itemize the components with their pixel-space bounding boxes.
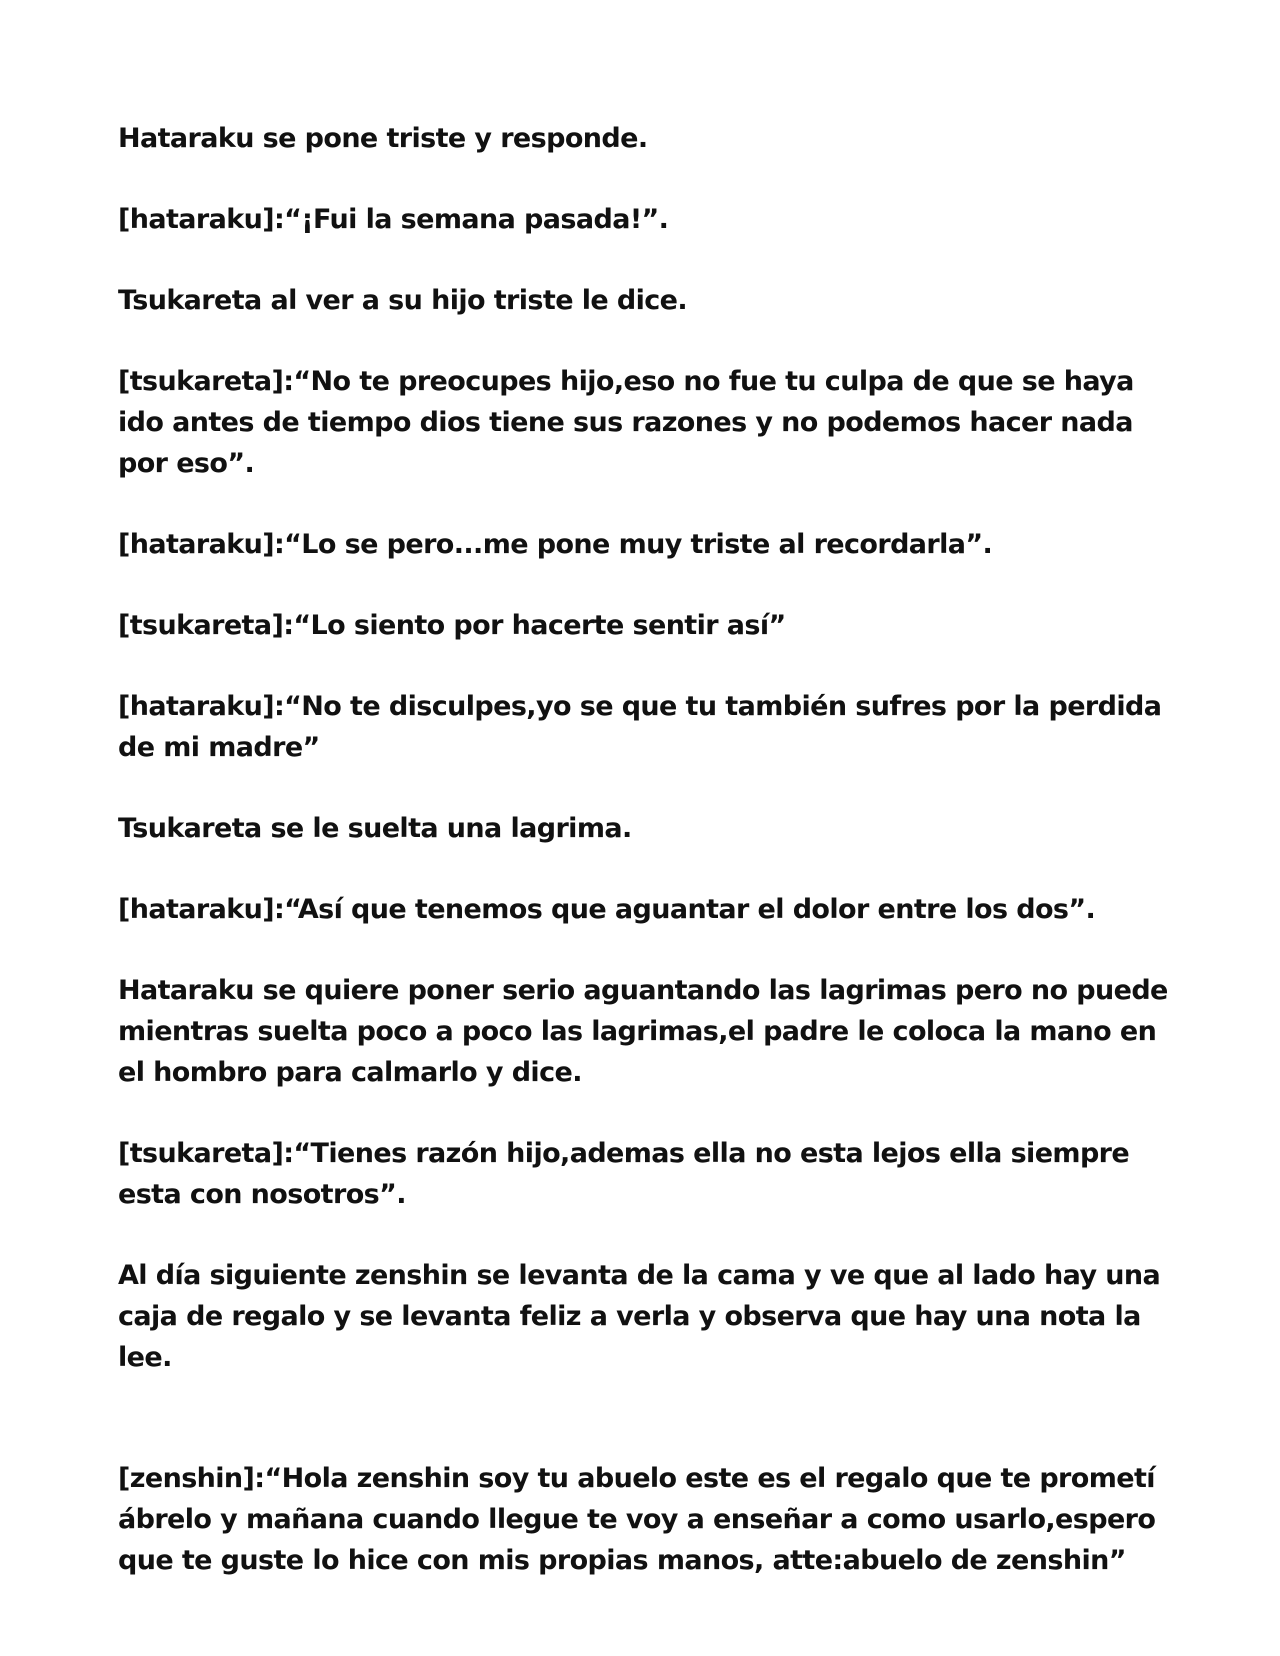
dialogue-line: [hataraku]:“Así que tenemos que aguantar el dolor entre los dos”. bbox=[118, 894, 1096, 925]
dialogue-line: [zenshin]:“Hola zenshin soy tu abuelo este es el regalo que te prometí ábrelo y mañana cuando llegue te voy a enseñar a como usarlo,espero que te guste lo hice con mis propias manos, atte:abuelo de zenshin” bbox=[118, 1463, 1156, 1576]
document-body bbox=[118, 118, 1168, 1621]
dialogue-line: [tsukareta]:“Lo siento por hacerte sentir así” bbox=[118, 610, 786, 641]
dialogue-line: [hataraku]:“¡Fui la semana pasada!”. bbox=[118, 204, 669, 235]
paragraph: Al día siguiente zenshin se levanta de la cama y ve que al lado hay una caja de regalo y se levanta feliz a verla y observa que hay una nota la lee. bbox=[118, 1260, 1161, 1373]
dialogue-line: [hataraku]:“No te disculpes,yo se que tu también sufres por la perdida de mi madre” bbox=[118, 691, 1162, 763]
dialogue-line: [hataraku]:“Lo se pero...me pone muy triste al recordarla”. bbox=[118, 529, 993, 560]
paragraph: Tsukareta se le suelta una lagrima. bbox=[118, 813, 632, 844]
paragraph: Hataraku se quiere poner serio aguantando las lagrimas pero no puede mientras suelta poco a poco las lagrimas,el padre le coloca la mano en el hombro para calmarlo y dice. bbox=[118, 975, 1168, 1088]
paragraph: Tsukareta al ver a su hijo triste le dice. bbox=[118, 285, 688, 316]
dialogue-line: [tsukareta]:“Tienes razón hijo,ademas ella no esta lejos ella siempre esta con nosotros”. bbox=[118, 1138, 1130, 1210]
dialogue-line: [tsukareta]:“No te preocupes hijo,eso no fue tu culpa de que se haya ido antes de tiempo dios tiene sus razones y no podemos hacer nada por eso”. bbox=[118, 366, 1134, 479]
paragraph: Hataraku se pone triste y responde. bbox=[118, 123, 648, 154]
